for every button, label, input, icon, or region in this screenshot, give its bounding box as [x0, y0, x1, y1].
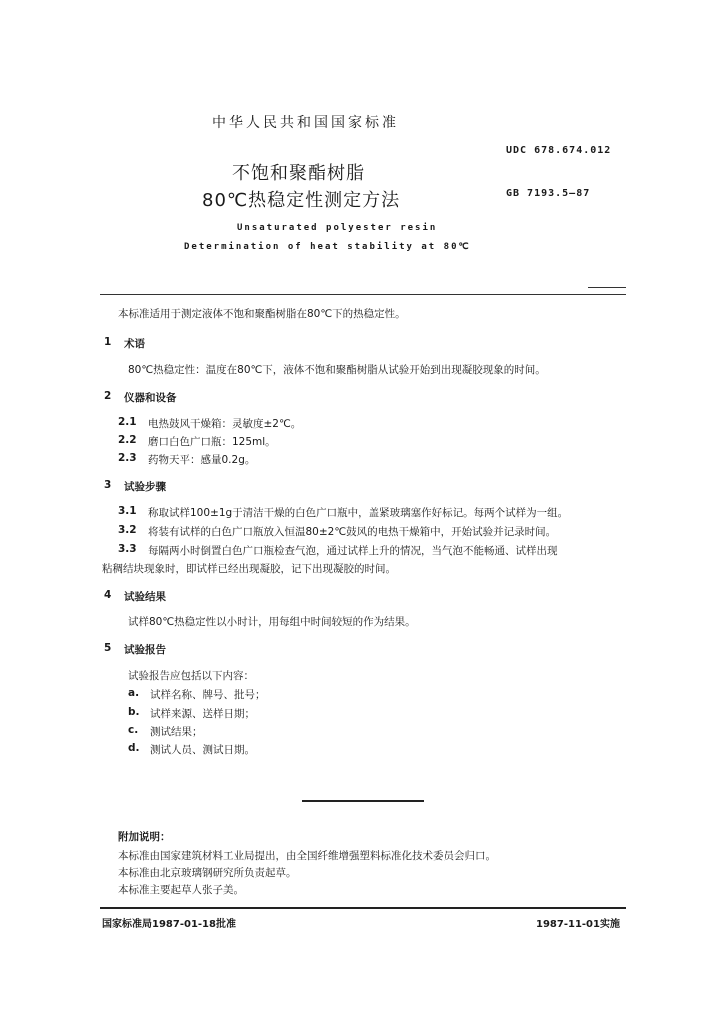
end-of-text-rule — [302, 800, 424, 802]
document-title-line1: 不饱和聚酯树脂 — [232, 163, 365, 184]
english-title-line2: Determination of heat stability at 80℃ — [184, 242, 471, 252]
section-1-text: 80℃热稳定性：温度在80℃下，液体不饱和聚酯树脂从试验开始到出现凝胶现象的时间。 — [128, 364, 546, 376]
item-2-1-number: 2.1 — [118, 416, 137, 428]
report-item-c-letter: c. — [128, 724, 139, 736]
header-rule — [100, 294, 626, 295]
notes-line-1: 本标准由国家建筑材料工业局提出，由全国纤维增强塑料标准化技术委员会归口。 — [118, 850, 496, 862]
section-4-number: 4 — [104, 589, 112, 601]
item-3-3-text: 每隔两小时倒置白色广口瓶检查气泡，通过试样上升的情况，当气泡不能畅通、试样出现 — [148, 545, 558, 557]
gb-code: GB 7193.5—87 — [506, 188, 591, 199]
section-3-title: 试验步骤 — [124, 481, 166, 493]
section-3-number: 3 — [104, 479, 112, 491]
report-item-d-letter: d. — [128, 742, 140, 754]
notes-line-3: 本标准主要起草人张子美。 — [118, 884, 244, 896]
english-title-line1: Unsaturated polyester resin — [237, 223, 438, 233]
report-item-a-letter: a. — [128, 687, 140, 699]
item-3-2-text: 将装有试样的白色广口瓶放入恒温80±2℃鼓风的电热干燥箱中，开始试验并记录时间。 — [148, 526, 557, 538]
item-3-3-continuation: 粘稠结块现象时，即试样已经出现凝胶，记下出现凝胶的时间。 — [102, 563, 396, 575]
section-4-text: 试样80℃热稳定性以小时计，用每组中时间较短的作为结果。 — [128, 616, 416, 628]
report-item-b-letter: b. — [128, 706, 140, 718]
item-2-1-text: 电热鼓风干燥箱：灵敏度±2℃。 — [148, 418, 302, 430]
section-2-number: 2 — [104, 390, 112, 402]
national-standard-heading: 中华人民共和国国家标准 — [212, 115, 399, 131]
section-1-number: 1 — [104, 336, 112, 348]
header-rule-short — [588, 287, 626, 288]
notes-title: 附加说明： — [118, 831, 171, 843]
section-5-intro: 试验报告应包括以下内容： — [128, 670, 254, 682]
scope-paragraph: 本标准适用于测定液体不饱和聚酯树脂在80℃下的热稳定性。 — [118, 308, 406, 320]
section-4-title: 试验结果 — [124, 591, 166, 603]
section-2-title: 仪器和设备 — [124, 392, 177, 404]
item-2-3-number: 2.3 — [118, 452, 137, 464]
document-title-line2: 80℃热稳定性测定方法 — [202, 190, 401, 211]
section-5-number: 5 — [104, 642, 112, 654]
item-3-2-number: 3.2 — [118, 524, 137, 536]
item-2-2-number: 2.2 — [118, 434, 137, 446]
item-3-1-text: 称取试样100±1g于清洁干燥的白色广口瓶中，盖紧玻璃塞作好标记。每两个试样为一组。 — [148, 507, 569, 519]
report-item-a-text: 试样名称、牌号、批号； — [150, 689, 266, 701]
report-item-c-text: 测试结果； — [150, 726, 203, 738]
section-5-title: 试验报告 — [124, 644, 166, 656]
approval-date: 国家标准局1987-01-18批准 — [102, 919, 236, 930]
footer-rule — [100, 907, 626, 909]
report-item-d-text: 测试人员、测试日期。 — [150, 744, 255, 756]
section-1-title: 术语 — [124, 338, 145, 350]
notes-line-2: 本标准由北京玻璃钢研究所负责起草。 — [118, 867, 297, 879]
effective-date: 1987-11-01实施 — [536, 919, 620, 930]
udc-code: UDC 678.674.012 — [506, 145, 612, 156]
item-2-3-text: 药物天平：感量0.2g。 — [148, 454, 256, 466]
item-3-1-number: 3.1 — [118, 505, 137, 517]
report-item-b-text: 试样来源、送样日期； — [150, 708, 255, 720]
item-3-3-number: 3.3 — [118, 543, 137, 555]
item-2-2-text: 磨口白色广口瓶：125ml。 — [148, 436, 276, 448]
